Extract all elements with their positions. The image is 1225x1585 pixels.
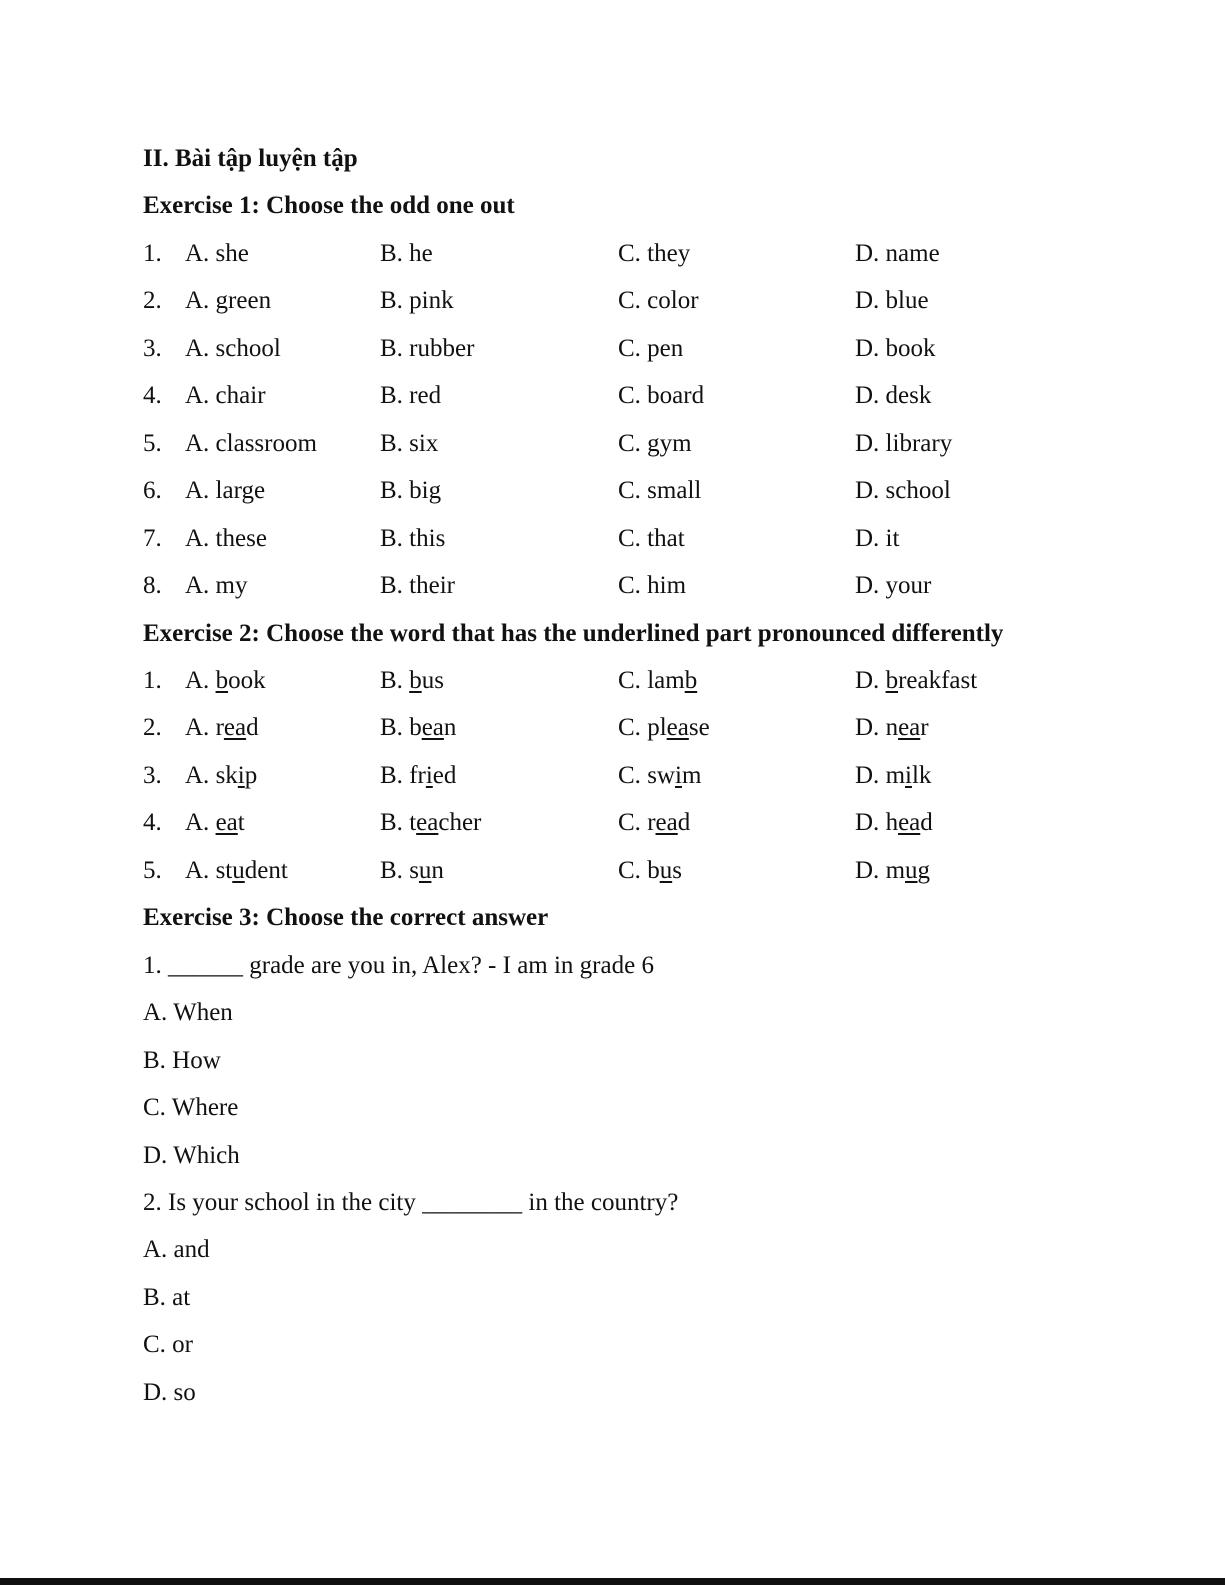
option-a: A. my	[185, 572, 248, 599]
option-b: B. bean	[380, 714, 457, 741]
option-d: D. your	[855, 572, 932, 599]
option-d: D. name	[855, 240, 940, 267]
ex1-item-3	[143, 329, 1143, 369]
ex3-q1-option-c: C. Where	[143, 1094, 239, 1121]
option-c: C. that	[618, 525, 685, 552]
ex1-item-7	[143, 519, 1143, 559]
item-number: 2.	[143, 287, 162, 314]
underlined-part: i	[237, 762, 245, 789]
option-b: B. six	[380, 430, 439, 457]
option-c: C. pen	[618, 335, 684, 362]
ex1-item-8	[143, 566, 1143, 606]
ex2-item-2	[143, 708, 1143, 748]
underlined-part: b	[409, 667, 422, 694]
option-c: C. they	[618, 240, 691, 267]
item-number: 4.	[143, 382, 162, 409]
option-d: D. desk	[855, 382, 932, 409]
option-c: C. read	[618, 809, 691, 836]
option-c: C. him	[618, 572, 687, 599]
option-b: B. bus	[380, 667, 444, 694]
underlined-part: b	[215, 667, 229, 694]
option-a: A. skip	[185, 762, 258, 789]
option-a: A. these	[185, 525, 267, 552]
ex3-question-1: 1. ______ grade are you in, Alex? - I am in grade 6	[143, 952, 654, 979]
ex3-q1-option-b: B. How	[143, 1047, 221, 1074]
option-b: B. big	[380, 477, 442, 504]
item-number: 1.	[143, 667, 162, 694]
underlined-part: ea	[416, 809, 439, 836]
option-d: D. blue	[855, 287, 929, 314]
underlined-part: ea	[421, 714, 444, 741]
option-a: A. eat	[185, 809, 245, 836]
option-a: A. green	[185, 287, 272, 314]
underlined-part: ea	[666, 714, 689, 741]
option-a: A. student	[185, 857, 288, 884]
option-b: B. he	[380, 240, 433, 267]
ex3-q2-option-b: B. at	[143, 1284, 191, 1311]
option-a: A. book	[185, 667, 266, 694]
ex1-item-2	[143, 281, 1143, 321]
option-c: C. gym	[618, 430, 692, 457]
option-b: B. fried	[380, 762, 457, 789]
underlined-part: i	[674, 762, 682, 789]
exercise1-title: Exercise 1: Choose the odd one out	[143, 192, 515, 219]
underlined-part: u	[418, 857, 432, 884]
option-d: D. milk	[855, 762, 932, 789]
underlined-part: i	[905, 762, 912, 789]
option-d: D. it	[855, 525, 900, 552]
option-b: B. pink	[380, 287, 454, 314]
option-c: C. swim	[618, 762, 702, 789]
option-c: C. color	[618, 287, 699, 314]
underlined-part: u	[232, 857, 245, 884]
option-d: D. library	[855, 430, 953, 457]
underlined-part: u	[659, 857, 673, 884]
ex1-item-1	[143, 234, 1143, 274]
ex2-item-4	[143, 803, 1143, 843]
underlined-part: ea	[223, 714, 247, 741]
ex3-q1-option-a: A. When	[143, 999, 233, 1026]
option-d: D. mug	[855, 857, 931, 884]
option-a: A. chair	[185, 382, 266, 409]
ex1-item-4	[143, 376, 1143, 416]
item-number: 3.	[143, 335, 162, 362]
option-a: A. classroom	[185, 430, 317, 457]
ex2-item-5	[143, 851, 1143, 891]
item-number: 3.	[143, 762, 162, 789]
exercise3-title: Exercise 3: Choose the correct answer	[143, 904, 549, 931]
option-a: A. school	[185, 335, 281, 362]
item-number: 2.	[143, 714, 162, 741]
option-d: D. school	[855, 477, 951, 504]
item-number: 7.	[143, 525, 162, 552]
option-d: D. near	[855, 714, 929, 741]
underlined-part: ea	[215, 809, 238, 836]
ex2-item-3	[143, 756, 1143, 796]
item-number: 1.	[143, 240, 162, 267]
option-a: A. she	[185, 240, 249, 267]
underlined-part: ea	[898, 714, 921, 741]
option-c: C. bus	[618, 857, 682, 884]
underlined-part: b	[885, 667, 899, 694]
item-number: 5.	[143, 857, 162, 884]
ex2-item-1	[143, 661, 1143, 701]
option-b: B. this	[380, 525, 446, 552]
option-a: A. read	[185, 714, 259, 741]
option-d: D. book	[855, 335, 936, 362]
item-number: 5.	[143, 430, 162, 457]
ex3-q2-option-c: C. or	[143, 1331, 193, 1358]
option-b: B. rubber	[380, 335, 475, 362]
underlined-part: u	[905, 857, 918, 884]
underlined-part: i	[425, 762, 433, 789]
ex3-q2-option-a: A. and	[143, 1236, 210, 1263]
underlined-part: ea	[898, 809, 921, 836]
ex3-q1-option-d: D. Which	[143, 1142, 240, 1169]
option-d: D. head	[855, 809, 933, 836]
option-c: C. small	[618, 477, 702, 504]
ex3-q2-option-d: D. so	[143, 1379, 196, 1406]
section-title: II. Bài tập luyện tập	[143, 145, 358, 172]
option-a: A. large	[185, 477, 266, 504]
page-bottom-edge	[0, 1578, 1225, 1585]
underlined-part: ea	[655, 809, 678, 836]
ex3-question-2: 2. Is your school in the city ________ in the country?	[143, 1189, 679, 1216]
underlined-part: b	[684, 667, 698, 694]
item-number: 6.	[143, 477, 162, 504]
option-c: C. lamb	[618, 667, 698, 694]
option-d: D. breakfast	[855, 667, 978, 694]
option-b: B. their	[380, 572, 455, 599]
option-b: B. teacher	[380, 809, 482, 836]
option-c: C. please	[618, 714, 710, 741]
item-number: 8.	[143, 572, 162, 599]
option-b: B. sun	[380, 857, 444, 884]
option-c: C. board	[618, 382, 705, 409]
ex1-item-5	[143, 424, 1143, 464]
ex1-item-6	[143, 471, 1143, 511]
exercise2-title: Exercise 2: Choose the word that has the underlined part pronounced differently	[143, 620, 1004, 647]
item-number: 4.	[143, 809, 162, 836]
option-b: B. red	[380, 382, 442, 409]
